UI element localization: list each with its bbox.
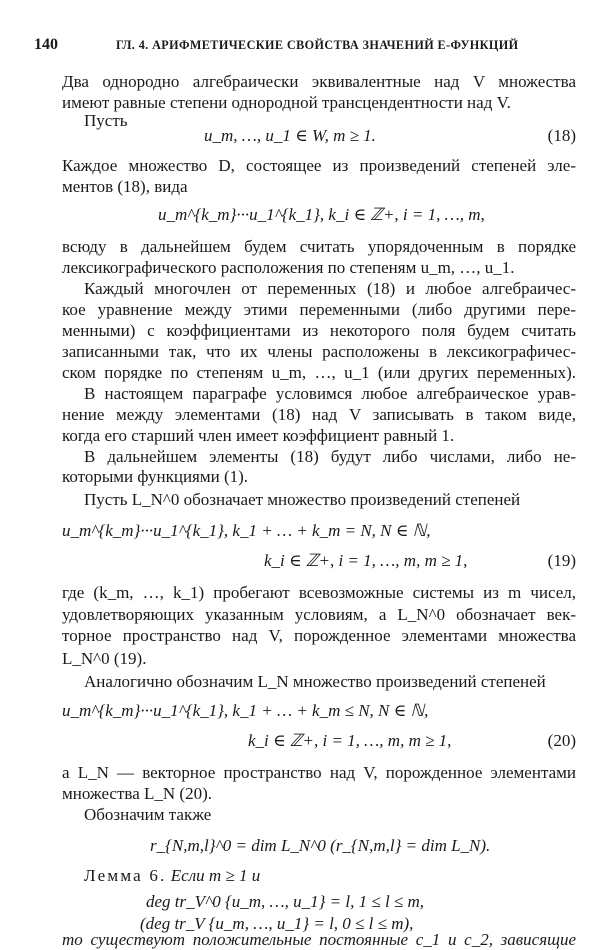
equation-number-20: (20): [547, 731, 576, 750]
equation-19-line1: u_m^{k_m}···u_1^{k_1}, k_1 + … + k_m = N, N ∈ ℕ,: [62, 521, 431, 540]
text-line: ском порядке по степеням u_m, …, u_1 (или других переменных).: [62, 363, 576, 382]
equation-number-18: (18): [547, 126, 576, 145]
equation-20-line2: k_i ∈ ℤ+, i = 1, …, m, m ≥ 1,: [248, 731, 452, 750]
text-line-italic: то существуют положительные постоянные c_1 и c_2, зависящие: [62, 930, 576, 949]
text-line: кое уравнение между этими переменными (либо другими пере-: [62, 300, 576, 319]
text-line: В дальнейшем элементы (18) будут либо числами, либо не-: [84, 447, 576, 466]
text-line: Пусть L_N^0 обозначает множество произведений степеней: [84, 490, 521, 509]
equation-dimension: r_{N,m,l}^0 = dim L_N^0 (r_{N,m,l} = dim L_N).: [150, 836, 491, 855]
equation-20-line1: u_m^{k_m}···u_1^{k_1}, k_1 + … + k_m ≤ N, N ∈ ℕ,: [62, 701, 429, 720]
text-line: менными) с коэффициентами из некоторого поля будем считать: [62, 321, 576, 340]
equation-degtr: (deg tr_V {u_m, …, u_1} = l, 0 ≤ l ≤ m),: [140, 914, 414, 933]
page-number: 140: [34, 36, 58, 53]
equation-19-line2: k_i ∈ ℤ+, i = 1, …, m, m ≥ 1,: [264, 551, 468, 570]
lemma-heading: Лемма 6.: [84, 866, 167, 885]
text-line: лексикографического расположения по степеням u_m, …, u_1.: [62, 258, 515, 277]
text-line: множества L_N (20).: [62, 784, 212, 803]
text-line: когда его старший член имеет коэффициент равный 1.: [62, 426, 455, 445]
text-line: ментов (18), вида: [62, 177, 188, 196]
equation-degtr-homogeneous: deg tr_V^0 {u_m, …, u_1} = l, 1 ≤ l ≤ m,: [146, 892, 425, 911]
running-title: ГЛ. 4. АРИФМЕТИЧЕСКИЕ СВОЙСТВА ЗНАЧЕНИЙ E-ФУНКЦИЙ: [116, 38, 519, 52]
text-line: Каждый многочлен от переменных (18) и любое алгебраичес-: [84, 279, 576, 298]
text-line: а L_N — векторное пространство над V, порожденное элементами: [62, 763, 576, 782]
lemma-statement: Если m ≥ 1 и: [170, 866, 261, 885]
text-line: L_N^0 (19).: [62, 649, 147, 668]
text-line: имеют равные степени однородной трансцендентности над V.: [62, 93, 511, 112]
equation-18: u_m, …, u_1 ∈ W, m ≥ 1.: [204, 126, 376, 145]
lemma-line: [84, 866, 260, 886]
text-line: Пусть: [84, 111, 128, 130]
equation-number-19: (19): [547, 551, 576, 570]
text-line: удовлетворяющих указанным условиям, а L_N^0 обозначает век-: [62, 605, 576, 624]
text-line: Два однородно алгебраически эквивалентные над V множества: [62, 72, 576, 91]
equation-monomial: u_m^{k_m}···u_1^{k_1}, k_i ∈ ℤ+, i = 1, …, m,: [158, 205, 485, 224]
text-line: которыми функциями (1).: [62, 467, 249, 486]
text-line: записанными так, что их члены расположены в лексикографичес-: [62, 342, 576, 361]
text-line: всюду в дальнейшем будем считать упорядоченным в порядке: [62, 237, 576, 256]
text-line: В настоящем параграфе условимся любое алгебраическое урав-: [84, 384, 576, 403]
text-line: где (k_m, …, k_1) пробегают всевозможные системы из m чисел,: [62, 583, 576, 602]
text-line: Каждое множество D, состоящее из произведений степеней эле-: [62, 156, 576, 175]
text-line: Обозначим также: [84, 805, 212, 824]
text-line: торное пространство над V, порожденное элементами множества: [62, 626, 576, 645]
text-line: нение между элементами (18) над V записывать в таком виде,: [62, 405, 576, 424]
running-header: [34, 36, 579, 56]
text-line: Аналогично обозначим L_N множество произведений степеней: [84, 672, 546, 691]
